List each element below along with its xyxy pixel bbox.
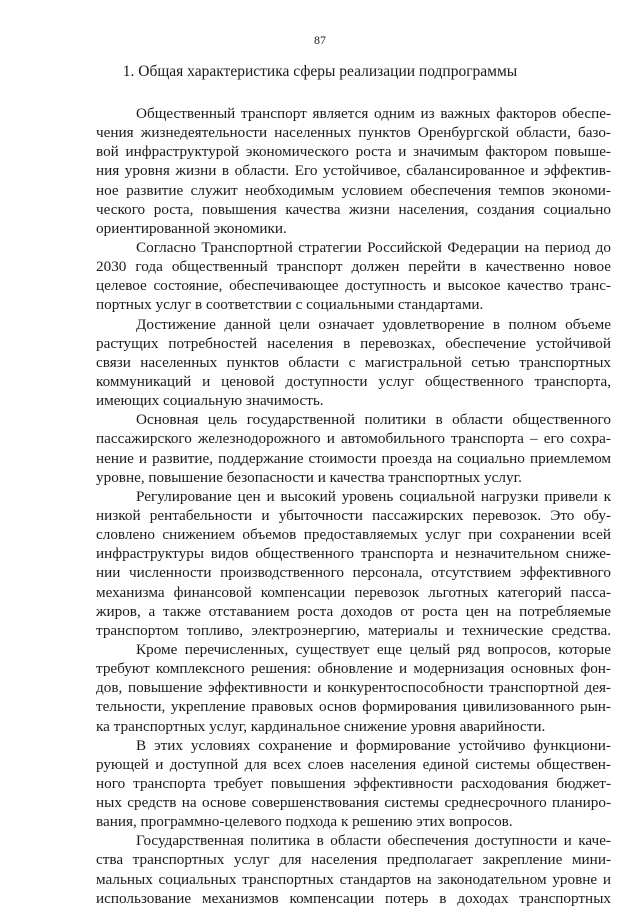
text-line: словлено снижением объемов предоставляемых услуг при сохранении всей	[96, 526, 611, 544]
text-line: Достижение данной цели означает удовлетворение в полном объеме	[136, 315, 611, 333]
text-line: ния уровня жизни в области. Его устойчивое, сбалансированное и эффектив-	[96, 162, 611, 180]
section-heading: 1. Общая характеристика сферы реализации подпрограммы	[122, 63, 518, 80]
text-line: Государственная политика в области обеспечения доступности и каче-	[136, 832, 611, 850]
text-line: мальных социальных транспортных стандартов на законодательном уровне и	[96, 870, 611, 888]
text-line: низкой рентабельности и убыточности пассажирских перевозок. Это обу-	[96, 506, 611, 524]
text-line: механизма финансовой компенсации перевозок льготных категорий пасса-	[96, 583, 611, 601]
text-line: коммуникаций и ценовой доступности услуг общественного транспорта,	[96, 372, 611, 390]
text-line: ческого роста, повышения качества жизни населения, создания социально	[96, 200, 611, 218]
paragraph	[96, 104, 611, 238]
text-line: дов, повышение эффективности и конкурентоспособности транспортной дея-	[96, 679, 611, 697]
paragraph	[96, 315, 611, 411]
text-line: 2030 года общественный транспорт должен перейти в качественно новое	[96, 258, 611, 276]
text-line: жиров, а также отставанием роста доходов от роста цен на потребляемые	[96, 602, 611, 620]
text-line: ное развитие служит необходимым условием обеспечения темпов экономи-	[96, 181, 611, 199]
paragraph	[96, 410, 611, 487]
text-line: Согласно Транспортной стратегии Российской Федерации на период до	[136, 238, 611, 256]
paragraph	[96, 238, 611, 315]
text-line: Основная цель государственной политики в области общественного	[136, 411, 611, 429]
text-line: уровне, повышение безопасности и качества транспортных услуг.	[96, 468, 522, 486]
text-line: пассажирского железнодорожного и автомобильного транспорта – его сохра-	[96, 430, 611, 448]
text-line: целевое состояние, обеспечивающее доступность и высокое качество транс-	[96, 277, 611, 295]
text-line: Регулирование цен и высокий уровень социальной нагрузки привели к	[136, 487, 611, 505]
text-line: ка транспортных услуг, кардинальное снижение уровня аварийности.	[96, 717, 546, 735]
paragraph	[96, 487, 611, 640]
text-line: использование механизмов компенсации потерь в доходах транспортных	[96, 889, 611, 907]
text-line: портных услуг в соответствии с социальными стандартами.	[96, 296, 484, 314]
paragraph	[96, 640, 611, 736]
text-line: ориентированной экономики.	[96, 219, 287, 237]
text-line: В этих условиях сохранение и формирование устойчиво функциони-	[136, 736, 611, 754]
text-line: ного транспорта требует повышения эффективности расходования бюджет-	[96, 774, 611, 792]
text-line: вой инфраструктурой экономического роста и значимым фактором повыше-	[96, 143, 611, 161]
text-line: связи населенных пунктов области с магистральной сетью транспортных	[96, 353, 611, 371]
text-line: Кроме перечисленных, существует еще целый ряд вопросов, которые	[136, 640, 611, 658]
text-line: чения жизнедеятельности населенных пунктов Оренбургской области, базо-	[96, 124, 611, 142]
text-line: рующей и доступной для всех слоев населения единой системы обществен-	[96, 755, 611, 773]
text-line: имеющих социальную значимость.	[96, 392, 324, 410]
text-line: транспортом топливо, электроэнергию, материалы и технические средства.	[96, 621, 611, 639]
paragraph	[96, 831, 611, 908]
text-line: нение и развитие, поддержание стоимости проезда на социально приемлемом	[96, 449, 611, 467]
text-line: тельности, укрепление правовых основ формирования цивилизованного рын-	[96, 698, 611, 716]
text-line: нии численности производственного персонала, отсутствием эффективного	[96, 564, 611, 582]
text-line: ных средств на основе совершенствования системы среднесрочного планиро-	[96, 794, 611, 812]
text-line: инфраструктуры видов общественного транспорта и незначительном сниже-	[96, 545, 611, 563]
body-text	[96, 104, 611, 908]
text-line: растущих потребностей населения в перевозках, обеспечение устойчивой	[96, 334, 611, 352]
paragraph	[96, 736, 611, 832]
text-line: требуют комплексного решения: обновление и модернизация основных фон-	[96, 660, 611, 678]
text-line: вания, программно-целевого подхода к решению этих вопросов.	[96, 813, 513, 831]
page-number: 87	[314, 33, 326, 47]
text-line: ства транспортных услуг для населения предполагает закрепление мини-	[96, 851, 611, 869]
text-line: Общественный транспорт является одним из важных факторов обеспе-	[136, 105, 611, 122]
